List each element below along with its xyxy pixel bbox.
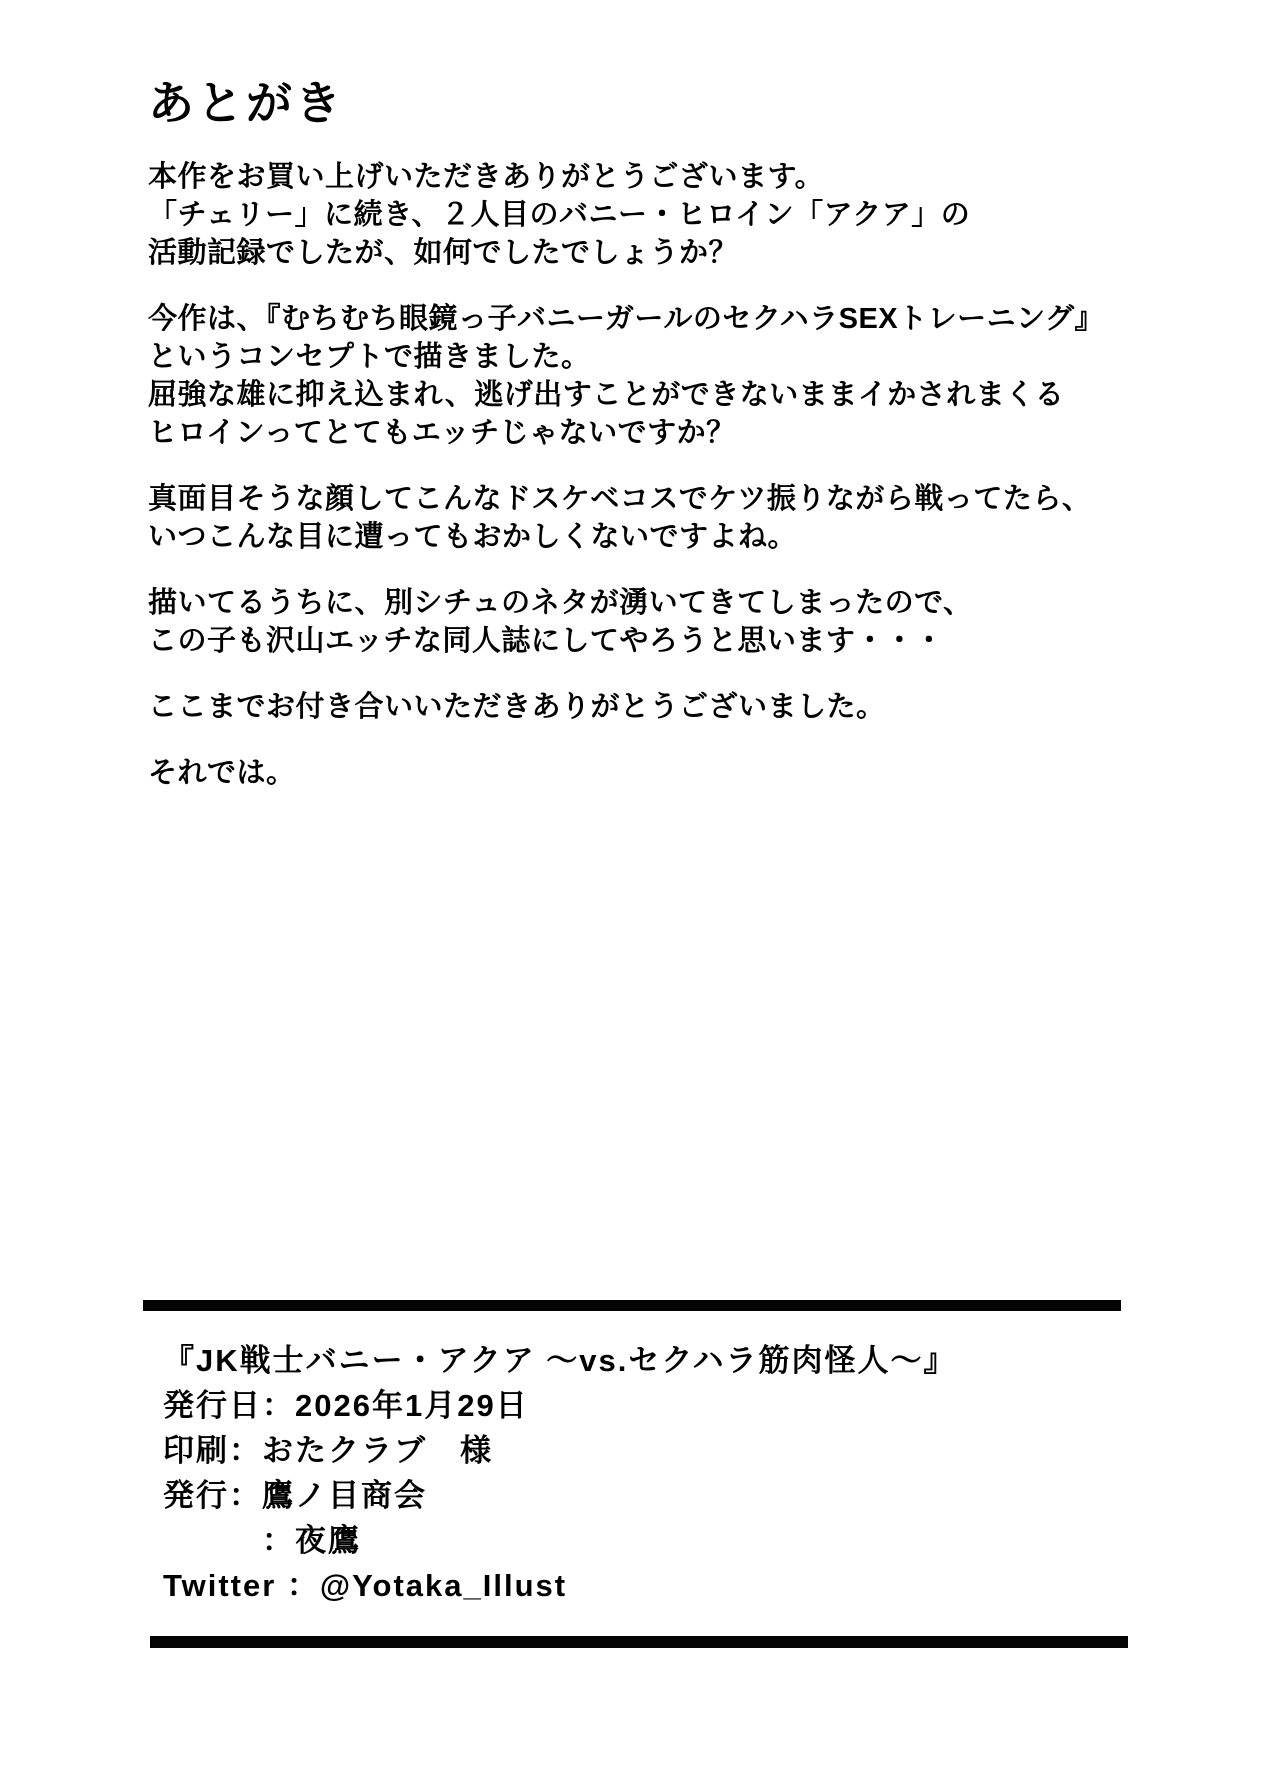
colophon-publisher: 発行：鷹ノ目商会 [163, 1478, 427, 1513]
divider-bar-bottom [150, 1636, 1128, 1648]
text-line: ここまでお付き合いいただきありがとうございました。 [148, 691, 886, 723]
colophon-printer: 印刷：おたクラブ 様 [163, 1433, 493, 1468]
text-line: 本作をお買い上げいただきありがとうございます。 [148, 161, 825, 193]
text-line: 「チェリー」に続き、２人目のバニー・ヒロイン「アクア」の [148, 199, 971, 231]
paragraph-4 [148, 584, 1208, 660]
page-title: あとがき [148, 77, 344, 129]
colophon-book-title: 『JK戦士バニー・アクア ～vs.セクハラ筋肉怪人～』 [163, 1343, 957, 1378]
text-line: 活動記録でしたが、如何でしたでしょうか？ [148, 237, 739, 269]
afterword-body [148, 158, 1208, 820]
text-line: というコンセプトで描きました。 [148, 341, 591, 373]
paragraph-5 [148, 688, 1208, 726]
text-line: 真面目そうな顔してこんなドスケベコスでケツ振りながら戦ってたら、 [148, 483, 1092, 515]
colophon [163, 1338, 1163, 1608]
paragraph-1 [148, 158, 1208, 272]
text-line: それでは。 [148, 757, 296, 789]
paragraph-6 [148, 754, 1208, 792]
paragraph-3 [148, 480, 1208, 556]
colophon-twitter-handle: Twitter ：@Yotaka_Illust [163, 1568, 568, 1603]
text-line: 屈強な雄に抑え込まれ、逃げ出すことができないままイかされまくる [148, 379, 1065, 411]
colophon-author: ：夜鷹 [163, 1523, 361, 1558]
text-line: ヒロインってとてもエッチじゃないですか？ [148, 417, 736, 449]
paragraph-2 [148, 300, 1208, 452]
text-line: いつこんな目に遭ってもおかしくないですよね。 [148, 521, 798, 553]
text-line: 描いてるうちに、別シチュのネタが湧いてきてしまったので、 [148, 587, 973, 619]
text-line: 今作は、『むちむち眼鏡っ子バニーガールのセクハラSEXトレーニング』 [148, 303, 1105, 335]
divider-bar-top [143, 1300, 1121, 1311]
colophon-publish-date: 発行日：2026年1月29日 [163, 1388, 529, 1423]
text-line: この子も沢山エッチな同人誌にしてやろうと思います・・・ [148, 625, 944, 657]
